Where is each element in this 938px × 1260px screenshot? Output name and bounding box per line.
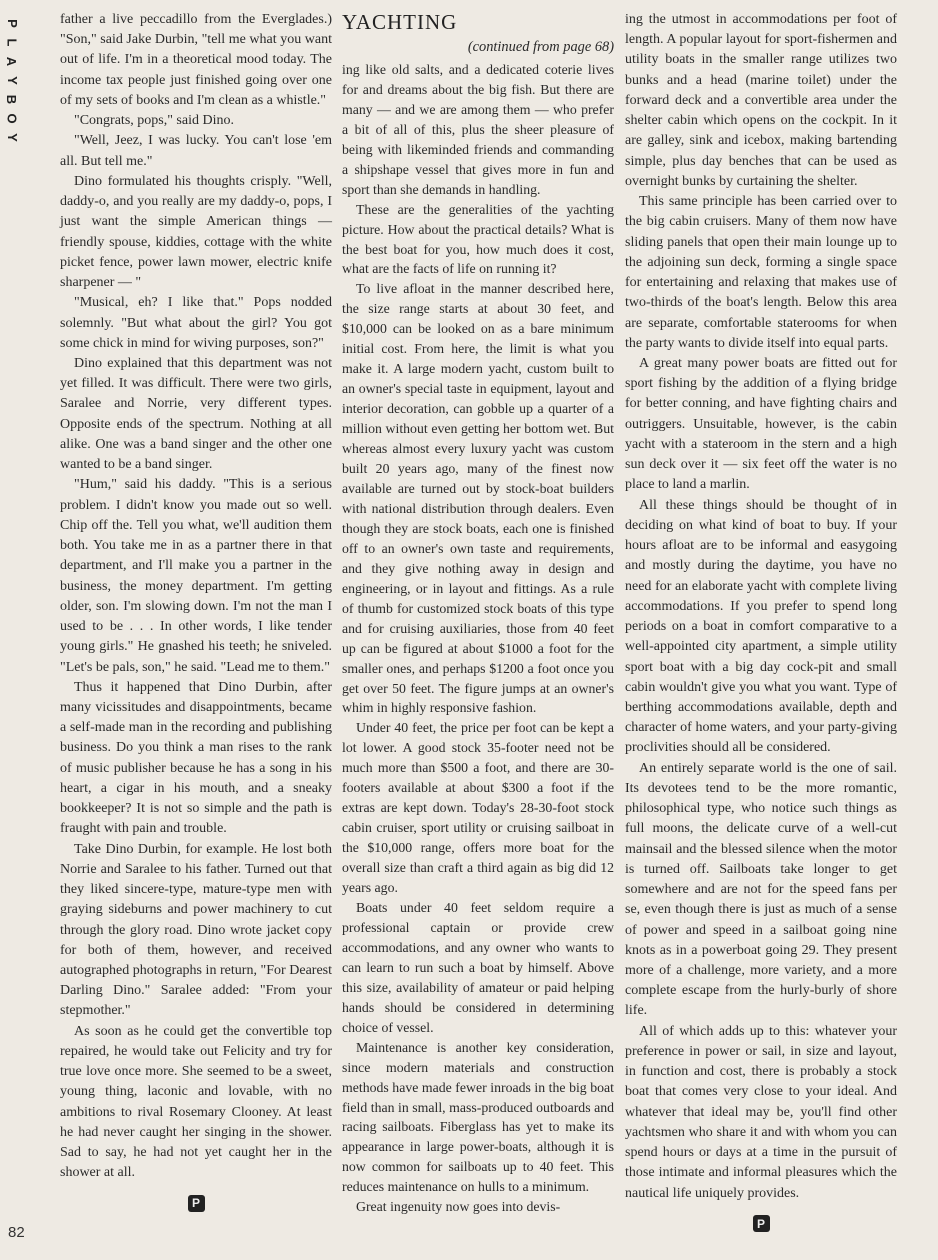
section-title: YACHTING (342, 10, 458, 34)
paragraph: As soon as he could get the convertible top repaired, he would take out Felicity and try for true love once more. She seemed to be a sweet, young thing, laconic and lovable, with no ambitions to rival Rosemary Clooney. At least he had never caught her singing in the shower. Sad to say, he had not yet caught her in the shower at all. (60, 1023, 332, 1181)
paragraph: All of which adds up to this: whatever your preference in power or sail, in size and layout, in function and cost, there is probably a stock boat that comes very close to your ideal. And whatever that ideal may be, you'll find other yachtsmen who share it and with whom you can spend hours or days at a time in the pursuit of those intimate and informal pleasures which the nautical life uniquely provides. (625, 1023, 897, 1201)
paragraph: Thus it happened that Dino Durbin, after many vicissitudes and disappointments, became a self-made man in the recording and publishing business. Do you think a man rises to the rank of music publisher because he has a song in his heart, a cigar in his mouth, and a sneaky bookkeeper? It is not so simple and the path is fraught with pain and trouble. (60, 679, 332, 837)
paragraph: Dino formulated his thoughts crisply. "Well, daddy-o, and you really are my daddy-o, pops, I just want the simple American things — friendly spouse, kiddies, cottage with the white picket fence, power lawn mower, electric knife sharpener — " (60, 173, 332, 291)
paragraph: These are the generalities of the yachting picture. How about the practical details? What is the best boat for you, how much does it cost, what are the facts of life on running it? (342, 201, 614, 277)
paragraph: A great many power boats are fitted out for sport fishing by the addition of a flying bridge for better conning, and have fighting chairs and outriggers. Unsuitable, however, is the cabin yacht with a stateroom in the stern and a high sun deck over it — six feet off the water is no place to land a marlin. (625, 355, 897, 493)
paragraph: father a live peccadillo from the Everglades.) "Son," said Jake Durbin, "tell me what you want out of life. I'm in a theoretical mood today. The income tax people just finished going over one of my sets of books and I'm clean as a whistle." (60, 12, 332, 108)
end-mark-block (60, 1194, 332, 1214)
paragraph: "Hum," said his daddy. "This is a serious problem. I didn't know you made out so well. Chip off the. Tell you what, we'll audition them both. You take me in as a partner there in that department, and I'll make you a partner in the business, the money department. I'm getting older, son. I'm slowing down. I'm not the man I used to be . . . In other words, I like tender young girls." He gnashed his teeth; he sniveled. "Let's be pals, son," he said. "Lead me to them." (60, 477, 332, 675)
end-mark-block (625, 1214, 897, 1234)
playboy-end-mark-icon: P (753, 1215, 770, 1232)
paragraph: ing like old salts, and a dedicated coterie lives for and dreams about the big fish. But there are many — and we are among them — who prefer a bit of all of this, plus the sheer pleasure of being with likeminded friends and commanding a shipshape vessel that gives more in fun and sport than she demands in handling. (342, 61, 614, 197)
paragraph: Take Dino Durbin, for example. He lost both Norrie and Saralee to his father. Turned out that they liked sincere-type, mature-type men with graying sideburns and power machinery to cut through the glory road. Dino wrote jacket copy for both of them, however, and received autographed photographs in return, "For Dearest Darling Dino." Saralee added: "From your stepmother." (60, 841, 332, 1019)
paragraph: An entirely separate world is the one of sail. Its devotees tend to be the more romantic, philosophical type, who notice such things as full moons, the delicate curve of a well-cut mainsail and the blessed silence when the motor is turned off. Sailboats take longer to get somewhere and are not for the speed fans per se, even though there is just as much of a sense of power and speed in a sailboat going nine knots as in a powerboat going 29. They present more of a challenge, more variety, and a more complete escape from the hurly-burly of shore life. (625, 760, 897, 1019)
column-1 (60, 10, 332, 1214)
continued-note: (continued from page 68) (467, 39, 614, 55)
running-head-letter: A (4, 56, 20, 67)
paragraph: Under 40 feet, the price per foot can be kept a lot lower. A good stock 35-footer need not be much more than $500 a foot, and there are 30-footers available at about $300 a foot if the extras are kept down. Today's 28-30-foot stock cabin cruiser, sport utility or cruising sailboat in the $10,000 range, offers more boat for the overall size than craft a third again as big did 12 years ago. (342, 720, 614, 896)
running-head-letter: B (4, 94, 20, 105)
paragraph: ing the utmost in accommodations per foot of length. A popular layout for sport-fishermen and utility boats in the smaller range utilizes two bunks and a head (marine toilet) under the forward deck and a convertible area under the shelter cabin which opens on the cockpit. In it are galley, sink and icebox, making bartending simple, plus day benches that can be used as overnight bunks by curtaining the shelter. (625, 12, 897, 189)
column-2 (342, 10, 614, 1217)
paragraph: Dino explained that this department was not yet filled. It was difficult. There were two girls, Saralee and Norrie, very different types. Opposite ends of the spectrum. Nothing at all alike. One was a band singer and the other one wanted to be a band singer. (60, 355, 332, 473)
paragraph: Boats under 40 feet seldom require a professional captain or provide crew accommodations, and any owner who wants to can learn to run such a boat by himself. Above this size, availability of amateur or paid helping hands should be considered in determining choice of vessel. (342, 899, 614, 1035)
paragraph: Great ingenuity now goes into devis- (356, 1199, 561, 1215)
running-head-letter: Y (4, 133, 20, 142)
paragraph: "Congrats, pops," said Dino. (74, 113, 234, 129)
page-number: 82 (8, 1224, 25, 1241)
running-head-letter: L (4, 38, 20, 47)
paragraph: To live afloat in the manner described here, the size range starts at about 30 feet, and $10,000 can be looked on as a bare minimum initial cost. From here, the limit is what you make it. A large modern yacht, custom built to an owner's special taste in equipment, layout and interior decoration, can gobble up a quarter of a million without even getting her bottom wet. But whereas almost every luxury yacht was custom built 20 years ago, many of the finest now available are turned out by stock-boat builders with national distribution through dealers. Even though they are stock boats, each one is finished off to an owner's own taste and requirements, and they give nothing away in design and engineering, or in layout and fittings. As a rule of thumb for customized stock boats of this type and for cruising auxiliaries, those from 40 feet up can be figured at about $1000 a foot for the smaller ones, and perhaps $1200 a foot once you get over 50 feet. The figure jumps at an owner's whim in highly responsive fashion. (342, 281, 614, 716)
running-head-letter: O (4, 113, 20, 124)
running-head-letter: Y (4, 76, 20, 85)
paragraph: This same principle has been carried over to the big cabin cruisers. Many of them now have sliding panels that open their main lounge up to the adjoining sun deck, forming a single space for entertaining and relaxing that makes use of two-thirds of the boat's length. Below this area are separate, comfortable staterooms for when the party wants to divide itself into equal parts. (625, 194, 897, 351)
column-3 (625, 10, 897, 1234)
paragraph: "Musical, eh? I like that." Pops nodded solemnly. "But what about the girl? You got some chick in mind for wiving purposes, son?" (60, 295, 332, 351)
paragraph: Maintenance is another key consideration, since modern materials and construction methods have made fewer inroads in the big boat field than in small, mass-produced outboards and racing sailboats. Fiberglass has yet to make its appearance in large power-boats, although it is now common for sailboats up to 40 feet. This reduces maintenance on hulls to a minimum. (342, 1039, 614, 1195)
running-head-letter: P (4, 19, 20, 28)
playboy-end-mark-icon: P (188, 1195, 205, 1212)
paragraph: "Well, Jeez, I was lucky. You can't lose 'em all. But tell me." (60, 133, 332, 169)
paragraph: All these things should be thought of in deciding on what kind of boat to buy. If your hours afloat are to be informal and easygoing and mostly during the daytime, you have no need for an elaborate yacht with complete living accommodations. If you prefer to spend long periods on a boat in comfort comparative to a well-appointed city apartment, a simple utility sport boat with a big day cock-pit and small cabin wouldn't give you what you want. Type of berthing accommodations available, depth and character of home waters, and your party-giving proclivities should all be considered. (625, 497, 897, 756)
running-head (4, 14, 20, 147)
